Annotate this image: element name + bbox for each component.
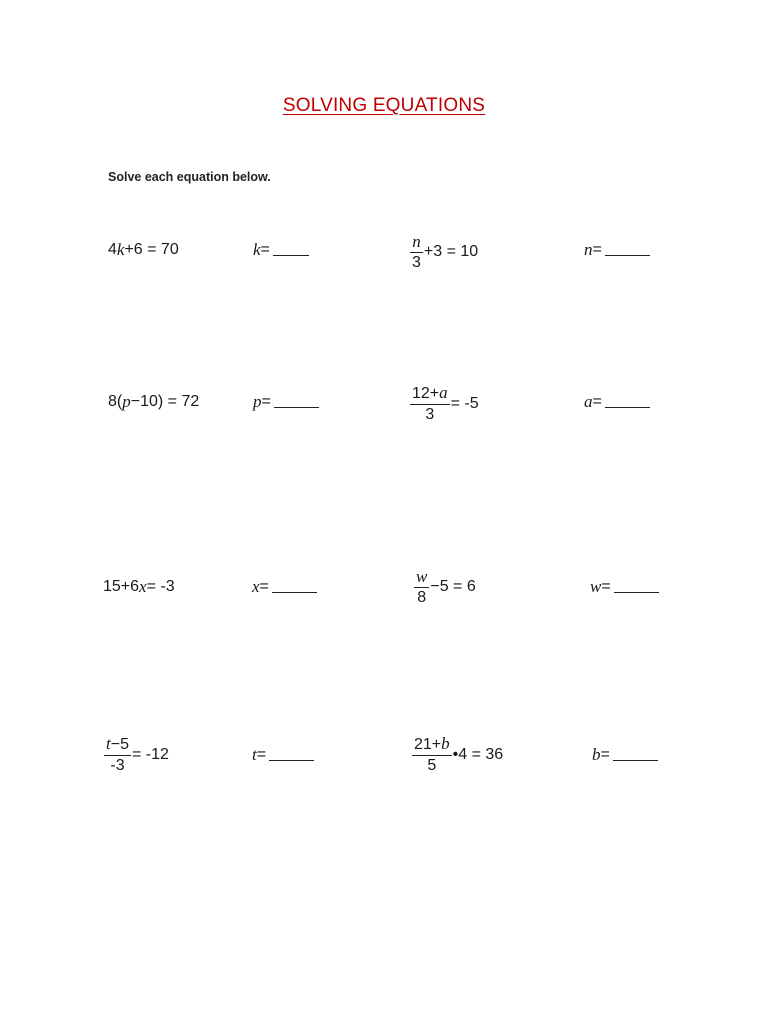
answer-7 xyxy=(252,745,314,765)
answer-6 xyxy=(590,577,659,597)
equation-text: +3 = 10 xyxy=(423,243,479,260)
equation-text: 15+6 xyxy=(103,578,140,595)
variable: a xyxy=(439,383,448,402)
equation-text: = -3 xyxy=(146,578,175,595)
equals-sign: = xyxy=(592,241,602,258)
answer-blank[interactable] xyxy=(269,759,314,761)
answer-variable: a xyxy=(584,392,593,411)
answer-3 xyxy=(253,392,319,412)
variable: p xyxy=(122,392,131,411)
numerator xyxy=(104,735,131,756)
equals-sign: = xyxy=(600,746,610,763)
variable: b xyxy=(441,734,450,753)
equation-text: 8( xyxy=(108,393,123,410)
answer-blank[interactable] xyxy=(614,591,659,593)
answer-variable: p xyxy=(253,392,262,411)
equation-2 xyxy=(410,233,478,271)
fraction xyxy=(104,735,131,774)
answer-4 xyxy=(584,392,650,412)
answer-variable: n xyxy=(584,240,593,259)
variable: t xyxy=(106,734,111,753)
answer-blank[interactable] xyxy=(613,759,658,761)
answer-variable: x xyxy=(252,577,260,596)
answer-variable: k xyxy=(253,240,261,259)
equation-text: −5 = 6 xyxy=(430,578,476,595)
answer-blank[interactable] xyxy=(274,406,319,408)
variable: k xyxy=(116,240,125,259)
equation-8 xyxy=(412,735,503,774)
fraction xyxy=(414,568,429,606)
answer-variable: w xyxy=(590,577,602,596)
numerator xyxy=(410,384,450,405)
equals-sign: = xyxy=(256,746,267,763)
equation-6 xyxy=(414,568,476,606)
answer-variable: b xyxy=(592,745,601,764)
fraction xyxy=(412,735,452,774)
answer-blank[interactable] xyxy=(605,406,650,408)
answer-2 xyxy=(584,240,650,260)
equation-3 xyxy=(108,392,199,412)
answer-5 xyxy=(252,577,317,597)
answer-blank[interactable] xyxy=(605,254,650,256)
equation-text: = -12 xyxy=(131,745,169,763)
equals-sign: = xyxy=(601,578,611,595)
numerator: w xyxy=(416,567,428,586)
equation-1 xyxy=(108,240,179,260)
numerator-text: −5 xyxy=(110,736,129,753)
equation-text: +6 = 70 xyxy=(124,241,179,258)
denominator: 5 xyxy=(427,757,437,774)
instructions: Solve each equation below. xyxy=(108,170,271,184)
equation-text: 4 xyxy=(108,241,117,258)
equation-text: −10) = 72 xyxy=(130,393,200,410)
denominator: 3 xyxy=(412,254,421,271)
numerator-text: 12+ xyxy=(412,385,440,402)
equation-text: •4 = 36 xyxy=(452,745,504,763)
denominator: -3 xyxy=(110,757,125,774)
equals-sign: = xyxy=(260,241,270,258)
equation-4 xyxy=(410,384,479,423)
denominator: 3 xyxy=(425,406,435,423)
answer-8 xyxy=(592,745,658,765)
answer-blank[interactable] xyxy=(273,254,309,256)
numerator: n xyxy=(412,232,421,251)
numerator-text: 21+ xyxy=(414,736,442,753)
equation-7 xyxy=(104,735,169,774)
equation-5 xyxy=(103,577,175,597)
equals-sign: = xyxy=(592,393,602,410)
page-title: SOLVING EQUATIONS xyxy=(282,95,486,116)
variable: x xyxy=(139,577,147,596)
equals-sign: = xyxy=(259,578,269,595)
fraction xyxy=(410,233,423,271)
answer-1 xyxy=(253,240,309,260)
fraction xyxy=(410,384,450,423)
numerator xyxy=(412,735,452,756)
denominator: 8 xyxy=(417,589,427,606)
answer-variable: t xyxy=(252,745,257,764)
equation-text: = -5 xyxy=(450,394,479,412)
equals-sign: = xyxy=(261,393,271,410)
answer-blank[interactable] xyxy=(272,591,317,593)
